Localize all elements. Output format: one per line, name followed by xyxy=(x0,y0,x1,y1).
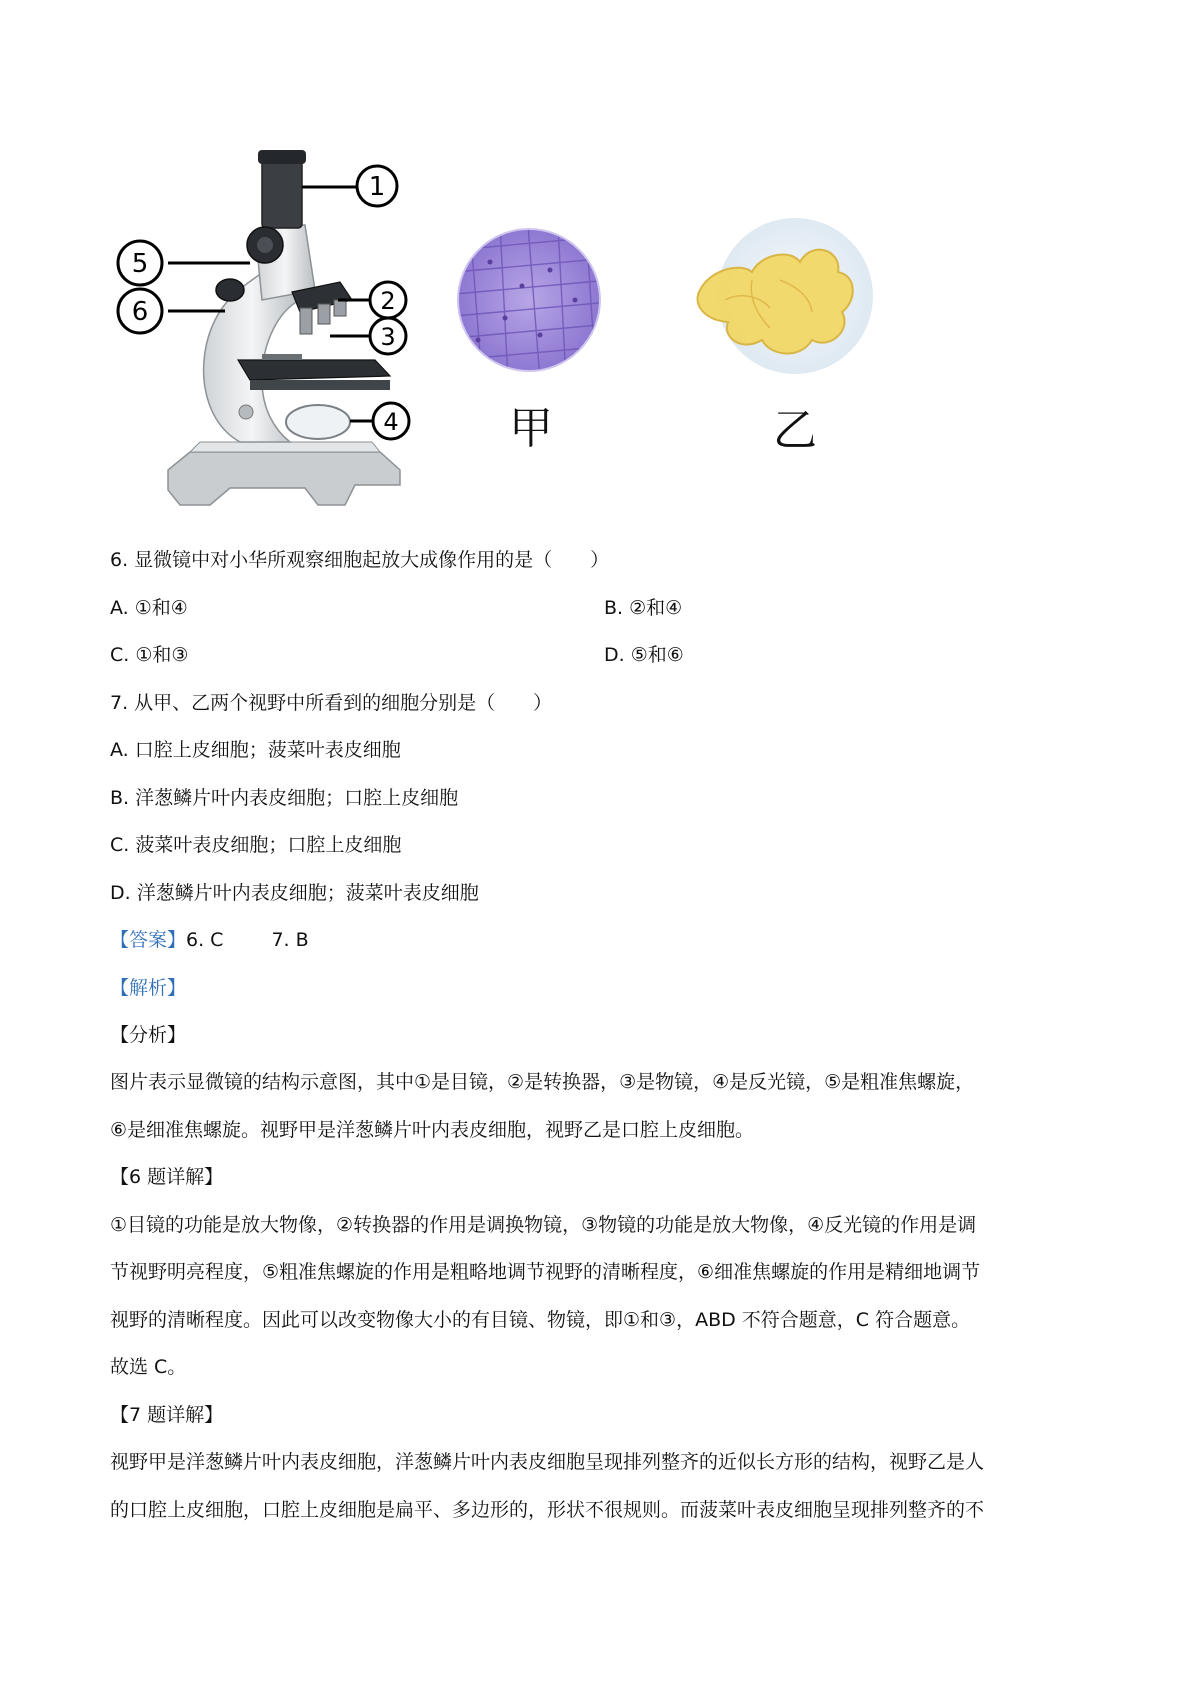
answer-q7: 7. B xyxy=(271,929,309,951)
detail-6-line-2: 节视野明亮程度，⑤粗准焦螺旋的作用是粗略地调节视野的清晰程度，⑥细准焦螺旋的作用是精细地调节 xyxy=(110,1261,981,1283)
detail-6-line-4: 故选 C。 xyxy=(110,1356,187,1378)
detail-7-line-1: 视野甲是洋葱鳞片叶内表皮细胞，洋葱鳞片叶内表皮细胞呈现排列整齐的近似长方形的结构，视野乙是人 xyxy=(110,1451,985,1473)
answer-line xyxy=(110,927,309,953)
q6-option-d: D. ⑤和⑥ xyxy=(604,644,684,666)
answer-q6: 6. C xyxy=(186,929,224,951)
view-jia-onion-cells xyxy=(455,225,610,380)
figure-microscope-and-views xyxy=(0,0,1200,530)
question-7-stem: 7. 从甲、乙两个视野中所看到的细胞分别是（ ） xyxy=(110,692,553,714)
analysis-heading: 【分析】 xyxy=(110,1024,187,1046)
view-yi-caption: 乙 xyxy=(773,405,817,456)
q7-option-a: A. 口腔上皮细胞；菠菜叶表皮细胞 xyxy=(110,739,401,761)
callout-1-label: 1 xyxy=(368,172,386,202)
callout-2-label: 2 xyxy=(380,287,396,315)
q6-option-b: B. ②和④ xyxy=(604,597,683,619)
callout-5-label: 5 xyxy=(131,249,149,279)
view-yi-cheek-cells xyxy=(698,218,873,374)
q7-option-b: B. 洋葱鳞片叶内表皮细胞；口腔上皮细胞 xyxy=(110,787,459,809)
detail-6-line-3: 视野的清晰程度。因此可以改变物像大小的有目镜、物镜，即①和③，ABD 不符合题意，C 符合题意。 xyxy=(110,1309,971,1331)
analysis-line-2: ⑥是细准焦螺旋。视野甲是洋葱鳞片叶内表皮细胞，视野乙是口腔上皮细胞。 xyxy=(110,1119,755,1141)
question-6-stem: 6. 显微镜中对小华所观察细胞起放大成像作用的是（ ） xyxy=(110,549,610,571)
microscope-figure-svg xyxy=(0,0,1200,530)
callout-4-label: 4 xyxy=(383,408,399,436)
q6-option-c: C. ①和③ xyxy=(110,644,189,666)
view-jia-caption: 甲 xyxy=(509,403,553,454)
q6-option-a: A. ①和④ xyxy=(110,597,188,619)
detail-7-line-2: 的口腔上皮细胞，口腔上皮细胞是扁平、多边形的，形状不很规则。而菠菜叶表皮细胞呈现排列整齐的不 xyxy=(110,1499,985,1521)
analysis-line-1: 图片表示显微镜的结构示意图，其中①是目镜，②是转换器，③是物镜，④是反光镜，⑤是粗准焦螺旋， xyxy=(110,1071,975,1093)
analysis-label: 【解析】 xyxy=(110,977,187,999)
answer-label: 【答案】 xyxy=(110,929,187,951)
detail-6-line-1: ①目镜的功能是放大物像，②转换器的作用是调换物镜，③物镜的功能是放大物像，④反光镜的作用是调 xyxy=(110,1214,977,1236)
callout-3-label: 3 xyxy=(380,323,396,351)
detail-7-heading: 【7 题详解】 xyxy=(110,1404,224,1426)
q7-option-d: D. 洋葱鳞片叶内表皮细胞；菠菜叶表皮细胞 xyxy=(110,882,479,904)
detail-6-heading: 【6 题详解】 xyxy=(110,1166,224,1188)
callout-6-label: 6 xyxy=(131,297,149,327)
q7-option-c: C. 菠菜叶表皮细胞；口腔上皮细胞 xyxy=(110,834,402,856)
